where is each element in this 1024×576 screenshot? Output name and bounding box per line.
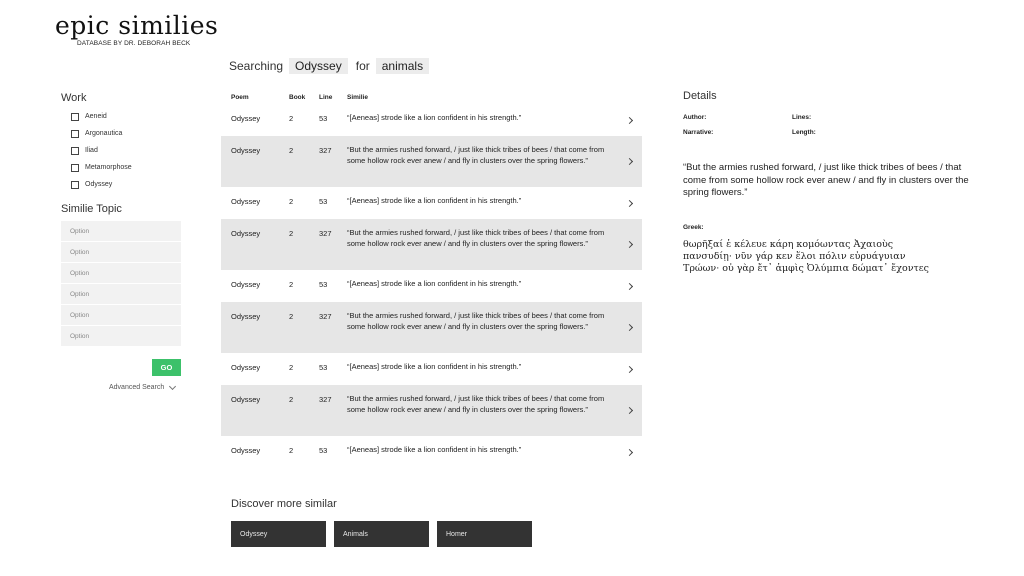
header-similie[interactable]: Similie — [347, 93, 368, 101]
checkbox[interactable] — [71, 130, 79, 138]
advanced-search-label: Advanced Search — [109, 384, 165, 391]
work-section-title: Work — [61, 92, 87, 104]
cell-line: 327 — [319, 312, 332, 321]
cell-book: 2 — [289, 446, 294, 455]
cell-poem: Odyssey — [231, 395, 261, 404]
narrative-label: Narrative: — [683, 129, 714, 136]
table-row[interactable] — [221, 104, 642, 136]
header-poem[interactable]: Poem — [231, 93, 249, 101]
table-header — [221, 90, 642, 104]
discover-animals-button[interactable]: Animals — [334, 521, 429, 547]
chevron-right-icon[interactable] — [626, 282, 633, 289]
header-line[interactable]: Line — [319, 93, 333, 101]
cell-similie: “But the armies rushed forward, / just like thick tribes of bees / that come from some hollow rock ever anew / and fly in clusters over the spring flowers.” — [347, 228, 605, 248]
topic-option-list — [61, 221, 181, 347]
cell-book: 2 — [289, 312, 294, 321]
table-row[interactable] — [221, 219, 642, 270]
chevron-right-icon[interactable] — [626, 116, 633, 123]
results-table — [221, 90, 642, 468]
checkbox[interactable] — [71, 147, 79, 155]
go-button[interactable]: GO — [152, 359, 181, 376]
logo-subtitle: DATABASE BY DR. DEBORAH BECK — [77, 40, 191, 47]
chevron-right-icon[interactable] — [626, 199, 633, 206]
cell-poem: Odyssey — [231, 446, 261, 455]
topic-option[interactable]: Option — [61, 263, 181, 284]
search-summary — [229, 58, 437, 74]
details-quote: “But the armies rushed forward, / just like thick tribes of bees / that come from some hollow rock ever anew / and fly in clusters over the spring flowers.” — [683, 162, 969, 198]
logo-title: epic similies — [55, 11, 219, 40]
cell-line: 327 — [319, 229, 332, 238]
chevron-right-icon[interactable] — [626, 158, 633, 165]
logo[interactable] — [55, 12, 218, 47]
greek-line: πανσυδίῃ· νῦν γάρ κεν ἕλοι πόλιν εὐρυάγυιαν — [683, 250, 906, 262]
details-panel — [683, 90, 983, 275]
work-filter-label: Odyssey — [85, 181, 113, 188]
cell-similie: “But the armies rushed forward, / just like thick tribes of bees / that come from some hollow rock ever anew / and fly in clusters over the spring flowers.” — [347, 145, 605, 165]
advanced-search-toggle[interactable] — [109, 384, 181, 391]
details-title: Details — [683, 90, 717, 102]
cell-book: 2 — [289, 395, 294, 404]
search-prefix: Searching — [229, 59, 284, 73]
work-filter-item[interactable] — [61, 176, 181, 193]
chevron-down-icon — [169, 382, 176, 389]
lines-label: Lines: — [792, 114, 812, 121]
cell-line: 327 — [319, 395, 332, 404]
chevron-right-icon[interactable] — [626, 365, 633, 372]
topic-option[interactable]: Option — [61, 284, 181, 305]
cell-poem: Odyssey — [231, 312, 261, 321]
greek-line: Τρώων· οὐ γὰρ ἔτ᾽ ἀμφὶς Ὀλύμπια δώματ᾽ ἔχοντες — [683, 262, 929, 274]
discover-homer-button[interactable]: Homer — [437, 521, 532, 547]
discover-odyssey-button[interactable]: Odyssey — [231, 521, 326, 547]
cell-similie: “[Aeneas] strode like a lion confident in his strength.” — [347, 279, 522, 288]
work-filter-label: Metamorphose — [85, 164, 132, 171]
work-filter-item[interactable] — [61, 159, 181, 176]
table-row[interactable] — [221, 187, 642, 219]
discover-section — [231, 498, 532, 547]
cell-poem: Odyssey — [231, 197, 261, 206]
cell-book: 2 — [289, 197, 294, 206]
work-filter-item[interactable] — [61, 142, 181, 159]
cell-poem: Odyssey — [231, 146, 261, 155]
cell-line: 53 — [319, 197, 328, 206]
cell-book: 2 — [289, 146, 294, 155]
chevron-right-icon[interactable] — [626, 324, 633, 331]
author-label: Author: — [683, 114, 707, 121]
checkbox[interactable] — [71, 164, 79, 172]
topic-option[interactable]: Option — [61, 305, 181, 326]
details-meta — [683, 114, 983, 136]
header-book[interactable]: Book — [289, 93, 306, 101]
work-filter-label: Iliad — [85, 147, 98, 154]
cell-poem: Odyssey — [231, 280, 261, 289]
cell-poem: Odyssey — [231, 114, 261, 123]
cell-similie: “But the armies rushed forward, / just like thick tribes of bees / that come from some hollow rock ever anew / and fly in clusters over the spring flowers.” — [347, 311, 605, 331]
discover-title: Discover more similar — [231, 498, 337, 510]
chevron-right-icon[interactable] — [626, 407, 633, 414]
cell-line: 327 — [319, 146, 332, 155]
topic-option[interactable]: Option — [61, 242, 181, 263]
length-label: Length: — [792, 129, 816, 136]
search-term-chip[interactable]: animals — [376, 58, 429, 74]
topic-section-title: Similie Topic — [61, 203, 122, 215]
filter-sidebar — [61, 92, 181, 391]
cell-book: 2 — [289, 229, 294, 238]
cell-similie: “[Aeneas] strode like a lion confident in his strength.” — [347, 362, 522, 371]
table-row[interactable] — [221, 353, 642, 385]
cell-similie: “[Aeneas] strode like a lion confident in his strength.” — [347, 113, 522, 122]
cell-similie: “But the armies rushed forward, / just like thick tribes of bees / that come from some hollow rock ever anew / and fly in clusters over the spring flowers.” — [347, 394, 605, 414]
cell-line: 53 — [319, 363, 328, 372]
table-row[interactable] — [221, 136, 642, 187]
cell-similie: “[Aeneas] strode like a lion confident in his strength.” — [347, 196, 522, 205]
cell-similie: “[Aeneas] strode like a lion confident in his strength.” — [347, 445, 522, 454]
work-filter-label: Aeneid — [85, 113, 107, 120]
search-work-chip[interactable]: Odyssey — [289, 58, 348, 74]
work-filter-item[interactable] — [61, 125, 181, 142]
greek-text — [683, 239, 983, 275]
work-filter-label: Argonautica — [85, 130, 123, 137]
work-filter-item[interactable] — [61, 108, 181, 125]
greek-line: θωρῆξαί ἑ κέλευε κάρη κομόωντας Ἀχαιοὺς — [683, 238, 894, 250]
checkbox[interactable] — [71, 113, 79, 121]
cell-poem: Odyssey — [231, 363, 261, 372]
greek-label: Greek: — [683, 223, 704, 231]
cell-book: 2 — [289, 280, 294, 289]
table-row[interactable] — [221, 385, 642, 436]
cell-poem: Odyssey — [231, 229, 261, 238]
table-row[interactable] — [221, 302, 642, 353]
table-row[interactable] — [221, 436, 642, 468]
cell-book: 2 — [289, 114, 294, 123]
table-row[interactable] — [221, 270, 642, 302]
cell-line: 53 — [319, 446, 328, 455]
topic-option[interactable]: Option — [61, 221, 181, 242]
search-joiner: for — [355, 59, 370, 73]
topic-option[interactable]: Option — [61, 326, 181, 347]
cell-line: 53 — [319, 280, 328, 289]
cell-line: 53 — [319, 114, 328, 123]
cell-book: 2 — [289, 363, 294, 372]
chevron-right-icon[interactable] — [626, 241, 633, 248]
chevron-right-icon[interactable] — [626, 448, 633, 455]
checkbox[interactable] — [71, 181, 79, 189]
